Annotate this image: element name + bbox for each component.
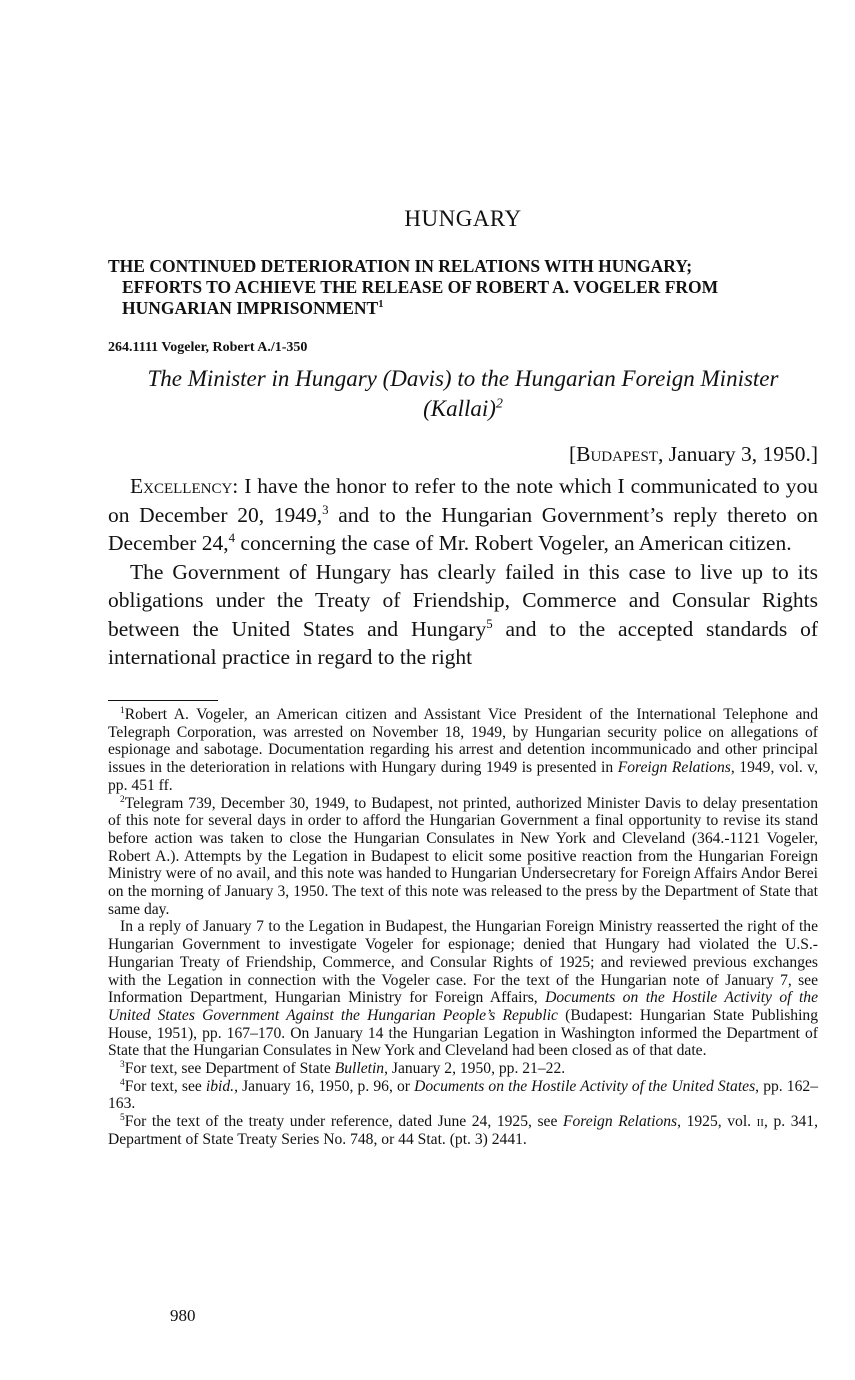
body-p2-text-a: The Government of Hungary has clearly failed in this case to live up to its obligations under the Treaty of Friendship, Commerce and Consular Rights between the United States and Hungary bbox=[108, 559, 818, 641]
footnote-divider bbox=[108, 700, 218, 701]
footnote-5 bbox=[108, 1113, 818, 1148]
footnote-1-italic: Foreign Relations bbox=[617, 759, 731, 777]
footnote-4-italic-1: ibid. bbox=[205, 1077, 235, 1095]
footnotes bbox=[108, 706, 818, 1149]
subtitle-line-3-text: HUNGARIAN IMPRISONMENT bbox=[122, 298, 379, 318]
dateline bbox=[569, 442, 818, 467]
footnote-4-text-b: , January 16, 1950, p. 96, or bbox=[234, 1077, 415, 1095]
document-title-line-2-text: (Kallai) bbox=[423, 396, 496, 421]
footnote-2-mark: 2 bbox=[120, 794, 125, 805]
footnote-2-p2-text-a: In a reply of January 7 to the Legation in Budapest, the Hungarian Foreign Ministry reasserted the right of the Hungarian Government to investigate Vogeler for espionage; denied that Hungary had violated the U.S.-Hungarian Treaty of Friendship, Commerce, and Consular Rights of 1925; and reviewed previous exchanges with the Legation in connection with the Vogeler case. For the text of the Hungarian note of January 7, see Information Department, Hungarian Ministry for Foreign Affairs, bbox=[108, 918, 818, 1007]
footnote-ref-2: 2 bbox=[495, 395, 503, 411]
dateline-open-bracket: [ bbox=[568, 442, 577, 466]
footnote-5-text-a: For the text of the treaty under reference, dated June 24, 1925, see bbox=[124, 1113, 563, 1131]
footnote-2-continued bbox=[108, 918, 818, 1060]
page-number: 980 bbox=[170, 1306, 196, 1325]
body-p2-text-b: and to the accepted standards of international practice in regard to the right bbox=[108, 616, 818, 669]
document-title bbox=[108, 364, 818, 424]
footnote-ref-4: 4 bbox=[228, 530, 236, 545]
footnote-5-text-c: , p. 341, Department of State Treaty Series No. 748, or 44 Stat. (pt. 3) 2441. bbox=[108, 1113, 818, 1148]
footnote-1-text-a: Robert A. Vogeler, an American citizen and Assistant Vice President of the International Telephone and Telegraph Corporation, was arrested on November 18, 1949, by Hungarian security police on allegations of espionage and sabotage. Documentation regarding his arrest and detention incommunicado and other principal issues in the deterioration in relations with Hungary during 1949 is presented in bbox=[108, 706, 818, 777]
footnote-ref-3: 3 bbox=[322, 502, 329, 517]
footnote-4-italic-2: Documents on the Hostile Activity of the United States bbox=[414, 1077, 756, 1095]
body-p1-text-b: and to the Hungarian Government’s reply thereto on December 24, bbox=[108, 502, 818, 555]
dateline-place: Budapest bbox=[576, 442, 658, 466]
footnote-5-italic: Foreign Relations bbox=[562, 1113, 678, 1131]
footnote-2-text: Telegram 739, December 30, 1949, to Budapest, not printed, authorized Minister Davis to delay presentation of this note for several days in order to afford the Hungarian Government a final opportunity to revise its stand before action was taken to close the Hungarian Consulates in New York and Cleveland (364.-1121 Vogeler, Robert A.). Attempts by the Legation in Budapest to elicit some positive reaction from the Hungarian Foreign Ministry were of no avail, and this note was handed to Hungarian Undersecretary for Foreign Affairs Andor Berei on the morning of January 3, 1950. The text of this note was released to the press by the Department of State that same day. bbox=[108, 794, 818, 918]
document-title-line-1: The Minister in Hungary (Davis) to the Hungarian Foreign Minister bbox=[147, 366, 779, 391]
footnote-ref-5: 5 bbox=[486, 616, 493, 631]
footnote-2 bbox=[108, 795, 818, 919]
footnote-2-p2-text-b: (Budapest: Hungarian State Publishing House, 1951), pp. 167–170. On January 14 the Hungarian Legation in Washington informed the Department of State that the Hungarian Consulates in New York and Cleveland had been closed as of that date. bbox=[108, 1006, 819, 1060]
document-page bbox=[108, 0, 818, 1380]
document-title-line-2 bbox=[108, 394, 818, 424]
footnote-3-mark: 3 bbox=[120, 1059, 125, 1070]
footnote-1 bbox=[108, 706, 818, 795]
subtitle-line-3 bbox=[108, 298, 818, 319]
body-p1-text-a: : I have the honor to refer to the note which I communicated to you on December 20, 1949, bbox=[108, 474, 818, 527]
footnote-5-volume: ii bbox=[756, 1113, 764, 1131]
chapter-subtitle bbox=[108, 256, 818, 319]
footnote-4 bbox=[108, 1078, 818, 1113]
footnote-5-mark: 5 bbox=[120, 1112, 125, 1123]
footnote-1-mark: 1 bbox=[120, 705, 125, 716]
dateline-date: , January 3, 1950.] bbox=[657, 442, 818, 466]
footnote-3 bbox=[108, 1060, 818, 1078]
footnote-4-text-c: , pp. 162–163. bbox=[108, 1077, 818, 1113]
footnote-1-text-b: , 1949, vol. v, pp. 451 ff. bbox=[108, 759, 818, 794]
footnote-3-italic: Bulletin bbox=[334, 1060, 385, 1078]
footnote-3-text-a: For text, see Department of State bbox=[124, 1060, 335, 1078]
letter-body bbox=[108, 472, 818, 672]
footnote-ref-1: 1 bbox=[378, 299, 384, 311]
footnote-4-text-a: For text, see bbox=[124, 1077, 206, 1095]
salutation: Excellency bbox=[130, 474, 233, 498]
body-paragraph-2 bbox=[108, 558, 818, 672]
footnote-5-text-b: , 1925, vol. bbox=[677, 1113, 757, 1131]
section-heading: HUNGARY bbox=[404, 206, 522, 231]
body-paragraph-1 bbox=[108, 472, 818, 558]
file-reference: 264.1111 Vogeler, Robert A./1-350 bbox=[108, 340, 308, 355]
subtitle-line-2: EFFORTS TO ACHIEVE THE RELEASE OF ROBERT A. VOGELER FROM bbox=[122, 277, 719, 297]
subtitle-line-1: THE CONTINUED DETERIORATION IN RELATIONS WITH HUNGARY; bbox=[108, 256, 693, 276]
footnote-3-text-b: , January 2, 1950, pp. 21–22. bbox=[384, 1060, 566, 1078]
footnote-4-mark: 4 bbox=[120, 1077, 125, 1088]
body-p1-text-c: concerning the case of Mr. Robert Vogeler, an American citizen. bbox=[235, 531, 792, 555]
footnote-2-p2-italic: Documents on the Hostile Activity of the United States Government Against the Hungarian People’s Republic bbox=[108, 989, 818, 1024]
